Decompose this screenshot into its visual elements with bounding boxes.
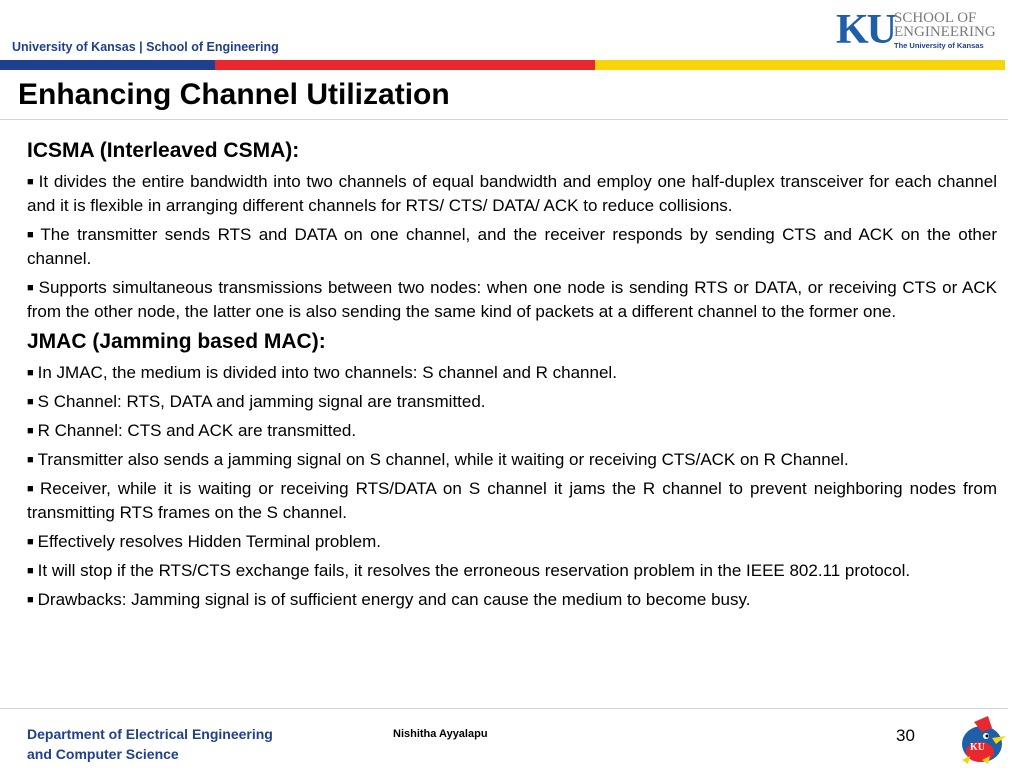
square-bullet-icon: ■ — [27, 176, 35, 188]
square-bullet-icon: ■ — [27, 454, 34, 466]
square-bullet-icon: ■ — [27, 536, 34, 548]
square-bullet-icon: ■ — [27, 396, 34, 408]
logo-school-line1: SCHOOL OF — [894, 10, 977, 26]
list-item: ■ Supports simultaneous transmissions between two nodes: when one node is sending RTS or DATA, or receiving CTS or ACK from the other node, the latter one is also sending the same kind of packets at a different channel to the former one. — [27, 278, 997, 321]
section-heading-jmac: JMAC (Jamming based MAC): — [27, 330, 326, 353]
list-item: ■ S Channel: RTS, DATA and jamming signal are transmitted. — [27, 392, 486, 411]
square-bullet-icon: ■ — [27, 367, 34, 379]
square-bullet-icon: ■ — [27, 425, 34, 437]
list-item: ■ R Channel: CTS and ACK are transmitted. — [27, 421, 357, 440]
list-item: ■ Effectively resolves Hidden Terminal problem. — [27, 532, 381, 551]
header-bar-red — [215, 60, 595, 70]
list-item: ■ Drawbacks: Jamming signal is of sufficient energy and can cause the medium to become busy. — [27, 590, 751, 609]
ku-school-of-engineering-logo — [836, 8, 1008, 58]
logo-school-text — [894, 11, 996, 39]
footer-department-line2: and Computer Science — [27, 746, 179, 762]
list-item: ■ It divides the entire bandwidth into two channels of equal bandwidth and employ one half-duplex transceiver for each channel and it is flexible in arranging different channels for RTS/ CTS/ DATA/ ACK to reduce collisions. — [27, 172, 997, 215]
square-bullet-icon: ■ — [27, 483, 36, 495]
page-number: 30 — [896, 726, 915, 745]
footer-author: Nishitha Ayyalapu — [393, 728, 488, 740]
logo-school-line2: ENGINEERING — [894, 24, 996, 40]
list-item: ■ Receiver, while it is waiting or receiving RTS/DATA on S channel it jams the R channel to prevent neighboring nodes from transmitting RTS frames on the S channel. — [27, 479, 997, 522]
jayhawk-logo-icon — [952, 712, 1008, 766]
list-item: ■ In JMAC, the medium is divided into two channels: S channel and R channel. — [27, 363, 617, 382]
header-bar-blue — [0, 60, 215, 70]
logo-ku-text: KU — [836, 7, 895, 53]
list-item: ■ Transmitter also sends a jamming signal on S channel, while it waiting or receiving CTS/ACK on R Channel. — [27, 450, 849, 469]
list-item: ■ It will stop if the RTS/CTS exchange fails, it resolves the erroneous reservation problem in the IEEE 802.11 protocol. — [27, 561, 911, 580]
header-university: University of Kansas | School of Engineering — [12, 40, 279, 54]
square-bullet-icon: ■ — [27, 229, 37, 241]
title-divider — [0, 119, 1008, 120]
footer-department-line1: Department of Electrical Engineering — [27, 726, 273, 742]
logo-sub-text: The University of Kansas — [894, 41, 984, 50]
footer-divider — [0, 708, 1008, 709]
svg-text:KU: KU — [970, 742, 985, 753]
slide-content — [27, 134, 997, 617]
header-bar-yellow — [595, 60, 1005, 70]
section-heading-icsma: ICSMA (Interleaved CSMA): — [27, 139, 300, 162]
square-bullet-icon: ■ — [27, 282, 35, 294]
square-bullet-icon: ■ — [27, 594, 34, 606]
list-item: ■ The transmitter sends RTS and DATA on one channel, and the receiver responds by sending CTS and ACK on the other channel. — [27, 225, 997, 268]
slide-title: Enhancing Channel Utilization — [18, 78, 450, 111]
square-bullet-icon: ■ — [27, 565, 34, 577]
footer-department — [27, 724, 347, 764]
